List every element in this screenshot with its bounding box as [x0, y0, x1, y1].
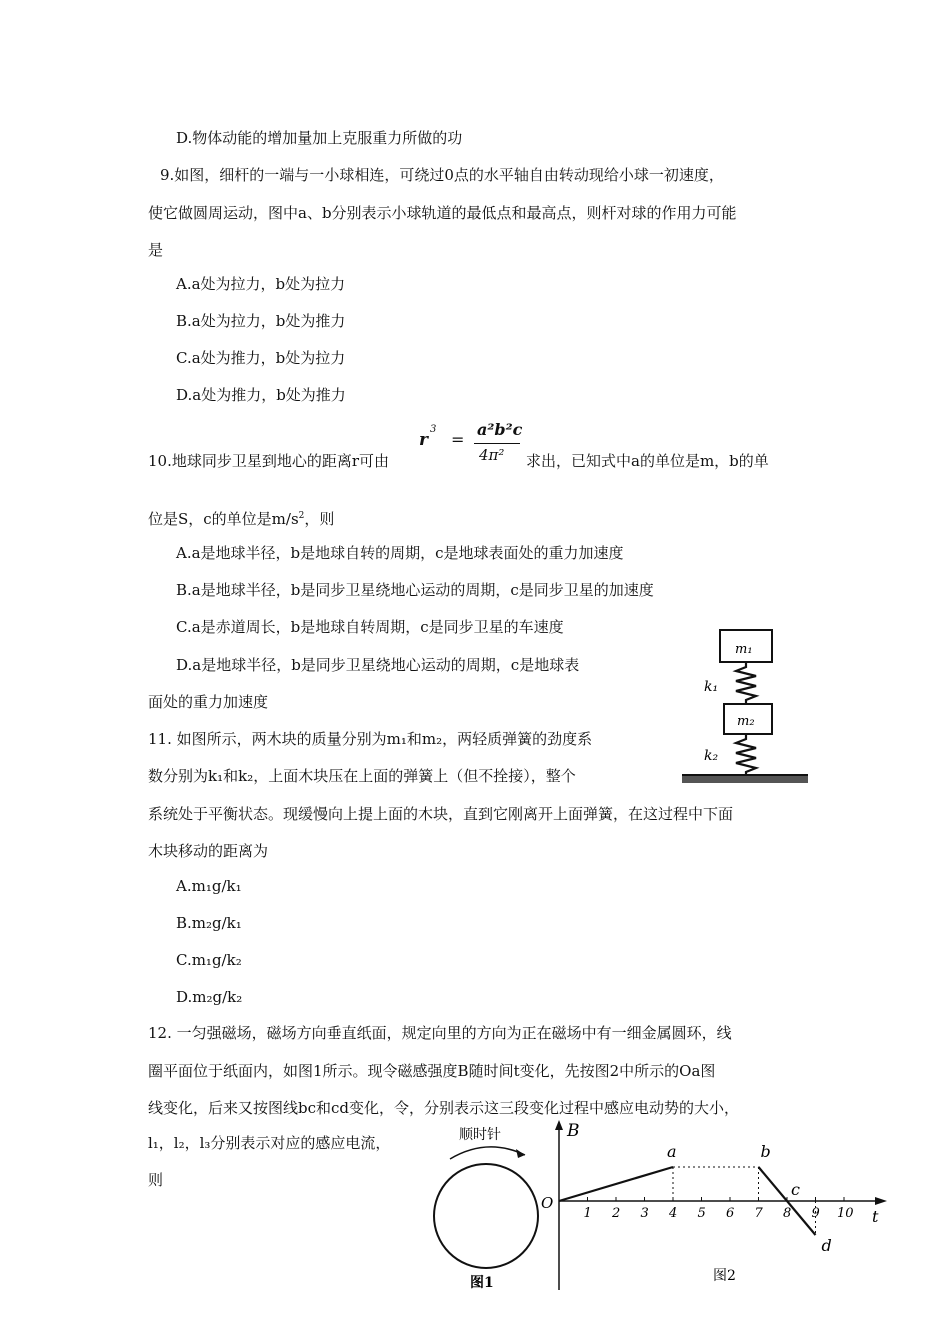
block-m2-label: m₂: [737, 714, 755, 729]
q10-option-d-cont: 面处的重力加速度: [148, 693, 269, 711]
formula-numerator: a²b²c: [477, 420, 523, 439]
q9-option-b: B.a处为拉力，b处为推力: [176, 312, 346, 330]
x-tick-label: 7: [754, 1206, 763, 1221]
x-tick-label: 3: [640, 1206, 649, 1221]
q10-option-d: D.a是地球半径，b是同步卫星绕地心运动的周期，c是地球表: [176, 656, 580, 674]
formula-equals: =: [451, 430, 465, 449]
formula-denominator: 4π²: [479, 446, 505, 464]
q11-stem-line2: 数分别为k₁和k₂，上面木块压在上面的弹簧上（但不拴接），整个: [148, 767, 576, 785]
q12-stem-line2: 圈平面位于纸面内，如图1所示。现令磁感强度B随时间t变化，先按图2中所示的Oa图: [148, 1062, 716, 1080]
q8-option-d: D.物体动能的增加量加上克服重力所做的功: [176, 129, 463, 147]
x-tick-label: 5: [697, 1206, 706, 1221]
x-tick-label: 8: [783, 1206, 792, 1221]
formula-fraction-bar: [474, 443, 520, 444]
point-label-c: c: [791, 1180, 800, 1199]
q12-figure2: [535, 1118, 895, 1290]
q10-stem-line1-post: 求出，已知式中a的单位是m，b的单: [526, 452, 769, 470]
figure1-caption: 图1: [470, 1275, 494, 1290]
x-tick-label: 6: [726, 1206, 735, 1221]
q10-stem-line1-pre: 10.地球同步卫星到地心的距离r可由: [148, 452, 390, 470]
x-tick-label: 2: [612, 1206, 621, 1221]
series-segment: [759, 1167, 788, 1201]
q10-formula: [416, 420, 521, 470]
q11-stem-line3: 系统处于平衡状态。现缓慢向上提上面的木块，直到它刚离开上面弹簧，在这过程中下面: [148, 805, 734, 823]
formula-lhs: r: [419, 430, 428, 450]
metal-ring: [434, 1164, 538, 1268]
spring-k2: [736, 734, 756, 775]
q11-stem-line1: 11. 如图所示，两木块的质量分别为m₁和m₂，两轻质弹簧的劲度系: [148, 730, 593, 748]
series-segment: [559, 1167, 673, 1201]
q9-stem-line2: 使它做圆周运动，图中a、b分别表示小球轨道的最低点和最高点，则杆对球的作用力可能: [148, 204, 737, 222]
q10-option-c: C.a是赤道周长，b是地球自转周期，c是同步卫星的车速度: [176, 618, 564, 636]
spring-k1-label: k₁: [704, 679, 719, 695]
q11-option-a: A.m₁g/k₁: [176, 877, 242, 895]
y-axis-label: B: [567, 1121, 580, 1141]
q11-stem-line4: 木块移动的距离为: [148, 842, 269, 860]
figure2-caption: 图2: [713, 1268, 736, 1284]
x-tick-label: 10: [837, 1206, 854, 1221]
x-axis-label: t: [872, 1207, 879, 1226]
q10-line2-text: 位是S，c的单位是m/s: [148, 510, 299, 528]
q10-line2-post: ，则: [304, 510, 335, 528]
q10-line2-sup: 2: [298, 511, 305, 521]
spring-k1: [736, 662, 756, 704]
q12-stem-line4: l₁，l₂，l₃分别表示对应的感应电流，: [148, 1134, 391, 1152]
q12-stem-line3: 线变化，后来又按图线bc和cd变化，令，分别表示这三段变化过程中感应电动势的大小，: [148, 1099, 740, 1117]
q9-option-c: C.a处为推力，b处为拉力: [176, 349, 346, 367]
spring-k2-label: k₂: [704, 748, 719, 764]
block-m1-label: m₁: [735, 642, 753, 657]
q9-option-d: D.a处为推力，b处为推力: [176, 386, 346, 404]
clockwise-label: 顺时针: [459, 1127, 501, 1143]
x-tick-label: 1: [583, 1206, 592, 1221]
clockwise-arrow: [450, 1147, 525, 1159]
q11-option-b: B.m₂g/k₁: [176, 914, 242, 932]
q9-stem-line1: 9.如图，细杆的一端与一小球相连，可绕过0点的水平轴自由转动现给小球一初速度，: [160, 166, 724, 184]
q9-stem-line3: 是: [148, 241, 164, 259]
q10-option-a: A.a是地球半径，b是地球自转的周期，c是地球表面处的重力加速度: [176, 544, 624, 562]
point-label-d: d: [821, 1236, 832, 1255]
x-tick-label: 4: [669, 1206, 678, 1221]
q12-stem-line1: 12. 一匀强磁场，磁场方向垂直纸面，规定向里的方向为正在磁场中有一细金属圆环，线: [148, 1024, 732, 1042]
q11-spring-figure: [680, 625, 810, 785]
q11-option-c: C.m₁g/k₂: [176, 951, 242, 969]
origin-label: O: [541, 1194, 554, 1212]
point-label-a: a: [667, 1142, 677, 1161]
q9-option-a: A.a处为拉力，b处为拉力: [176, 275, 346, 293]
x-tick-label: 9: [811, 1206, 820, 1221]
ground: [682, 775, 808, 783]
q12-stem-line5: 则: [148, 1171, 164, 1189]
formula-lhs-exp: 3: [430, 424, 437, 435]
q10-option-b: B.a是地球半径，b是同步卫星绕地心运动的周期，c是同步卫星的加速度: [176, 581, 654, 599]
point-label-b: b: [760, 1142, 771, 1161]
q10-stem-line2: [148, 506, 334, 529]
q11-option-d: D.m₂g/k₂: [176, 988, 243, 1006]
